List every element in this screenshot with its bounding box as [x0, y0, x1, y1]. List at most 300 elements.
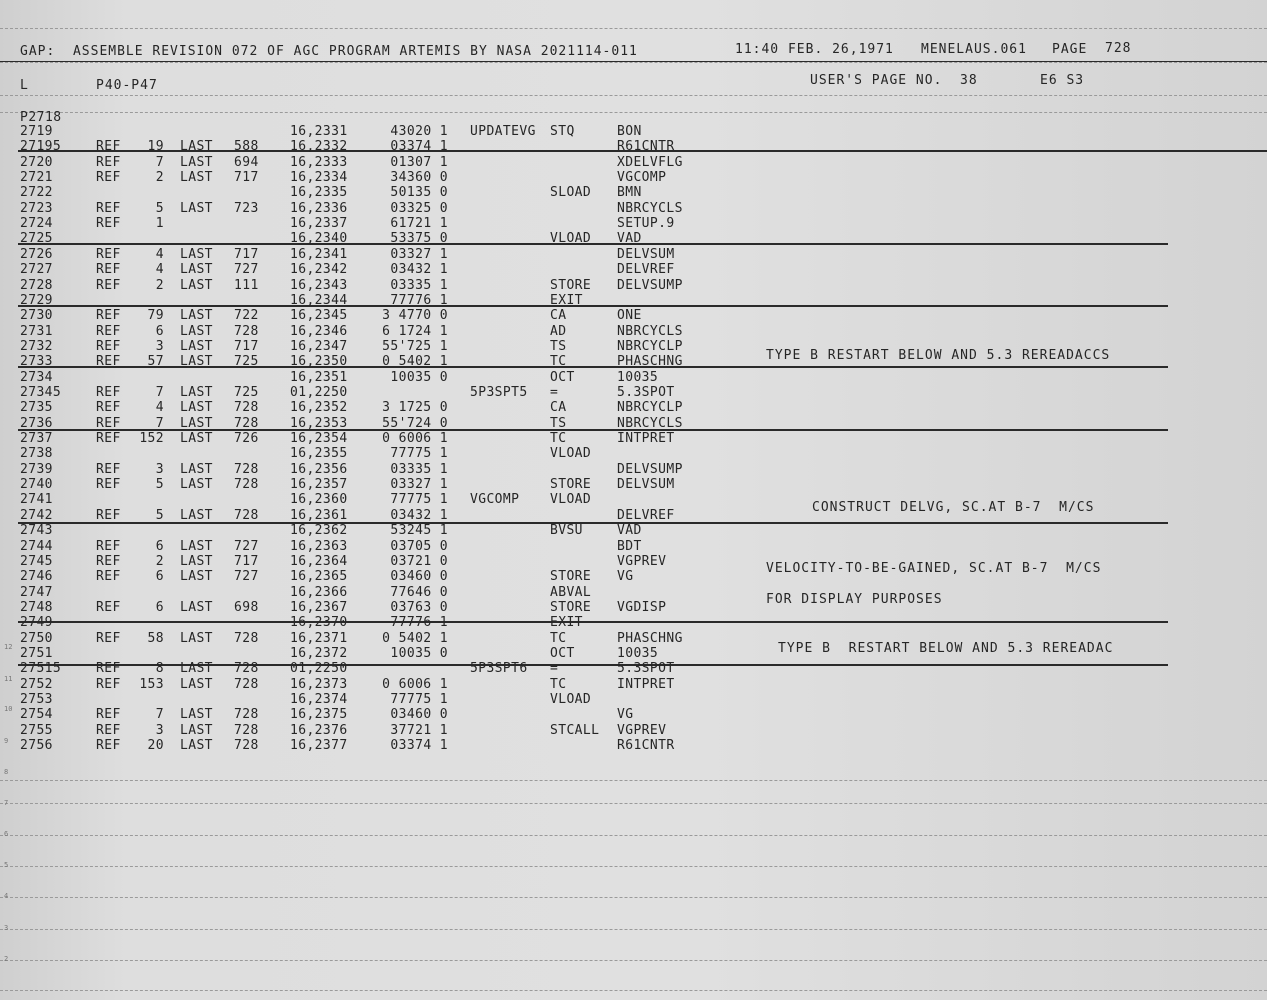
line-number: 2749 — [20, 615, 53, 631]
last-page: 728 — [234, 630, 259, 646]
listing-line — [0, 139, 1267, 154]
operand: VGCOMP — [617, 170, 667, 186]
ref-keyword: REF — [96, 722, 121, 738]
ref-count: 5 — [155, 477, 164, 493]
octal-value: 03705 0 — [390, 538, 448, 554]
listing-line — [0, 723, 1267, 738]
octal-value: 10035 0 — [390, 645, 448, 661]
address: 16,2354 — [290, 431, 348, 446]
section-name: P40-P47 — [96, 78, 158, 93]
margin-mark: 6 — [4, 830, 9, 838]
line-number: 2755 — [20, 722, 53, 738]
operand: DELVSUM — [617, 477, 675, 493]
address: 16,2352 — [290, 400, 348, 416]
line-number: 2724 — [20, 216, 53, 232]
page-rule — [0, 990, 1267, 991]
address: 16,2351 — [290, 369, 348, 385]
margin-mark: 11 — [4, 675, 13, 683]
octal-value: 53375 0 — [390, 231, 448, 247]
opcode: AD — [550, 323, 567, 339]
opcode: TS — [550, 338, 567, 354]
octal-value: 61721 1 — [390, 216, 448, 232]
listing-line — [0, 539, 1267, 554]
listing-line — [0, 416, 1267, 431]
header-rule — [0, 61, 1267, 62]
octal-value: 77646 0 — [390, 584, 448, 600]
listing-line — [0, 523, 1267, 538]
last-keyword: LAST — [180, 139, 213, 155]
last-keyword: LAST — [180, 154, 213, 170]
operand: NBRCYCLS — [617, 323, 683, 339]
margin-mark: 4 — [4, 892, 9, 900]
line-number: 2741 — [20, 492, 53, 508]
line-number: 2738 — [20, 446, 53, 462]
address: 16,2374 — [290, 691, 348, 707]
ref-count: 5 — [155, 200, 164, 216]
line-number: 2742 — [20, 507, 53, 523]
address: 16,2367 — [290, 599, 348, 615]
listing-comment: CONSTRUCT DELVG, SC.AT B-7 M/CS — [812, 499, 1095, 515]
last-keyword: LAST — [180, 538, 213, 554]
octal-value: 55'725 1 — [382, 338, 448, 354]
address: 16,2375 — [290, 707, 348, 723]
line-number: 2739 — [20, 461, 53, 477]
page-rule — [0, 960, 1267, 961]
ref-count: 6 — [155, 323, 164, 339]
ref-keyword: REF — [96, 338, 121, 354]
address: 16,2362 — [290, 523, 348, 539]
address: 16,2335 — [290, 185, 348, 201]
page-start-label: P2718 — [20, 110, 62, 125]
line-number: 2743 — [20, 523, 53, 539]
line-number: 2744 — [20, 538, 53, 554]
opcode: STORE — [550, 599, 592, 615]
address: 16,2350 — [290, 354, 348, 370]
ref-keyword: REF — [96, 384, 121, 400]
operand: PHASCHNG — [617, 354, 683, 370]
listing-line — [0, 400, 1267, 415]
opcode: SLOAD — [550, 185, 592, 201]
octal-value: 03460 0 — [390, 707, 448, 723]
ref-count: 7 — [155, 154, 164, 170]
ref-count: 57 — [147, 354, 164, 370]
operand: DELVSUMP — [617, 277, 683, 293]
ref-keyword: REF — [96, 323, 121, 339]
octal-value: 53245 1 — [390, 523, 448, 539]
opcode: TC — [550, 676, 567, 692]
address: 16,2357 — [290, 477, 348, 493]
last-page: 726 — [234, 431, 259, 446]
last-page: 694 — [234, 154, 259, 170]
margin-mark: 12 — [4, 643, 13, 651]
line-number: 2730 — [20, 308, 53, 324]
operand: XDELVFLG — [617, 154, 683, 170]
line-number: 2733 — [20, 354, 53, 370]
address: 16,2346 — [290, 323, 348, 339]
symbol-label: 5P3SPT6 — [470, 661, 528, 677]
line-number: 2751 — [20, 645, 53, 661]
listing-line — [0, 600, 1267, 615]
opcode: EXIT — [550, 292, 583, 308]
line-number: 2734 — [20, 369, 53, 385]
address: 16,2341 — [290, 246, 348, 262]
page-number: 728 — [1105, 41, 1132, 56]
last-keyword: LAST — [180, 262, 213, 278]
address: 16,2332 — [290, 139, 348, 155]
operand: VGPREV — [617, 553, 667, 569]
ref-keyword: REF — [96, 139, 121, 155]
opcode: CA — [550, 308, 567, 324]
octal-value: 03460 0 — [390, 569, 448, 585]
line-number: 2722 — [20, 185, 53, 201]
ref-keyword: REF — [96, 738, 121, 753]
ref-keyword: REF — [96, 400, 121, 416]
ref-keyword: REF — [96, 630, 121, 646]
octal-value: 50135 0 — [390, 185, 448, 201]
last-page: 728 — [234, 707, 259, 723]
octal-value: 03327 1 — [390, 246, 448, 262]
ref-count: 8 — [155, 661, 164, 677]
address: 16,2370 — [290, 615, 348, 631]
line-number: 2721 — [20, 170, 53, 186]
ref-count: 7 — [155, 707, 164, 723]
page-rule — [0, 62, 1267, 63]
last-keyword: LAST — [180, 507, 213, 523]
ref-count: 4 — [155, 246, 164, 262]
opcode: OCT — [550, 369, 575, 385]
line-number: 2735 — [20, 400, 53, 416]
ref-keyword: REF — [96, 538, 121, 554]
margin-mark: 5 — [4, 861, 9, 869]
octal-value: 77775 1 — [390, 492, 448, 508]
last-keyword: LAST — [180, 415, 213, 431]
last-keyword: LAST — [180, 630, 213, 646]
page-rule — [0, 897, 1267, 898]
opcode: TS — [550, 415, 567, 431]
last-page: 722 — [234, 308, 259, 324]
page-rule — [0, 780, 1267, 781]
line-number: 2736 — [20, 415, 53, 431]
octal-value: 10035 0 — [390, 369, 448, 385]
octal-value: 03374 1 — [390, 139, 448, 155]
last-keyword: LAST — [180, 323, 213, 339]
address: 16,2343 — [290, 277, 348, 293]
address: 16,2356 — [290, 461, 348, 477]
opcode: = — [550, 384, 559, 400]
line-number: 2756 — [20, 738, 53, 753]
address: 16,2342 — [290, 262, 348, 278]
ref-keyword: REF — [96, 661, 121, 677]
ref-count: 4 — [155, 262, 164, 278]
last-page: 728 — [234, 461, 259, 477]
operand: SETUP.9 — [617, 216, 675, 232]
address: 16,2377 — [290, 738, 348, 753]
opcode: VLOAD — [550, 446, 592, 462]
listing-line — [0, 477, 1267, 492]
ref-keyword: REF — [96, 246, 121, 262]
address: 16,2344 — [290, 292, 348, 308]
ref-count: 4 — [155, 400, 164, 416]
line-number: 2740 — [20, 477, 53, 493]
ref-keyword: REF — [96, 569, 121, 585]
opcode: CA — [550, 400, 567, 416]
page-rule — [0, 112, 1267, 113]
address: 16,2363 — [290, 538, 348, 554]
address: 16,2371 — [290, 630, 348, 646]
listing-comment: VELOCITY-TO-BE-GAINED, SC.AT B-7 M/CS — [766, 561, 1102, 577]
last-page: 728 — [234, 738, 259, 753]
last-keyword: LAST — [180, 661, 213, 677]
listing-line — [0, 431, 1267, 446]
address: 16,2336 — [290, 200, 348, 216]
last-keyword: LAST — [180, 200, 213, 216]
last-keyword: LAST — [180, 553, 213, 569]
octal-value: 43020 1 — [390, 124, 448, 139]
listing-line — [0, 231, 1267, 246]
listing-line — [0, 308, 1267, 323]
opcode: TC — [550, 354, 567, 370]
address: 16,2334 — [290, 170, 348, 186]
octal-value: 03721 0 — [390, 553, 448, 569]
address: 16,2361 — [290, 507, 348, 523]
opcode: BVSU — [550, 523, 583, 539]
operand: DELVREF — [617, 262, 675, 278]
line-number: 2725 — [20, 231, 53, 247]
octal-value: 01307 1 — [390, 154, 448, 170]
listing-comment: FOR DISPLAY PURPOSES — [766, 591, 943, 607]
listing-line — [0, 216, 1267, 231]
line-number: 27345 — [20, 384, 62, 400]
listing-line — [0, 247, 1267, 262]
octal-value: 03763 0 — [390, 599, 448, 615]
operand: INTPRET — [617, 676, 675, 692]
operand: DELVSUMP — [617, 461, 683, 477]
address: 01,2250 — [290, 661, 348, 677]
ref-keyword: REF — [96, 200, 121, 216]
symbol-label: 5P3SPT5 — [470, 384, 528, 400]
octal-value: 03432 1 — [390, 262, 448, 278]
last-page: 728 — [234, 507, 259, 523]
last-keyword: LAST — [180, 384, 213, 400]
operand: DELVREF — [617, 507, 675, 523]
margin-mark: 2 — [4, 955, 9, 963]
opcode: TC — [550, 630, 567, 646]
ref-keyword: REF — [96, 599, 121, 615]
ref-keyword: REF — [96, 431, 121, 446]
last-keyword: LAST — [180, 599, 213, 615]
listing-line — [0, 585, 1267, 600]
symbol-label: VGCOMP — [470, 492, 520, 508]
last-page: 698 — [234, 599, 259, 615]
listing-comment: TYPE B RESTART BELOW AND 5.3 REREADAC — [778, 640, 1114, 656]
ref-count: 3 — [155, 338, 164, 354]
listing-line — [0, 293, 1267, 308]
octal-value: 03325 0 — [390, 200, 448, 216]
ref-keyword: REF — [96, 216, 121, 232]
ref-keyword: REF — [96, 507, 121, 523]
line-number: 2745 — [20, 553, 53, 569]
listing-line — [0, 155, 1267, 170]
last-keyword: LAST — [180, 170, 213, 186]
ref-count: 5 — [155, 507, 164, 523]
operand: VAD — [617, 231, 642, 247]
listing-line — [0, 661, 1267, 676]
address: 16,2340 — [290, 231, 348, 247]
ref-keyword: REF — [96, 154, 121, 170]
octal-value: 03327 1 — [390, 477, 448, 493]
margin-mark: 9 — [4, 737, 9, 745]
ref-keyword: REF — [96, 707, 121, 723]
octal-value: 77776 1 — [390, 615, 448, 631]
opcode: OCT — [550, 645, 575, 661]
octal-value: 03432 1 — [390, 507, 448, 523]
operand: BON — [617, 124, 642, 139]
listing-marker: L — [20, 78, 29, 93]
user-page-number: USER'S PAGE NO. 38 — [810, 73, 978, 88]
assembly-title: GAP: ASSEMBLE REVISION 072 OF AGC PROGRAM ARTEMIS BY NASA 2021114-011 — [20, 44, 638, 59]
last-page: 727 — [234, 569, 259, 585]
operand: 10035 — [617, 369, 659, 385]
operand: ONE — [617, 308, 642, 324]
last-keyword: LAST — [180, 461, 213, 477]
opcode: EXIT — [550, 615, 583, 631]
opcode: STCALL — [550, 722, 600, 738]
ref-count: 3 — [155, 461, 164, 477]
listing-line — [0, 446, 1267, 461]
line-number: 2747 — [20, 584, 53, 600]
address: 16,2364 — [290, 553, 348, 569]
ref-keyword: REF — [96, 676, 121, 692]
operand: INTPRET — [617, 431, 675, 446]
last-page: 727 — [234, 262, 259, 278]
last-page: 723 — [234, 200, 259, 216]
octal-value: 55'724 0 — [382, 415, 448, 431]
operand: DELVSUM — [617, 246, 675, 262]
last-keyword: LAST — [180, 354, 213, 370]
line-number: 2728 — [20, 277, 53, 293]
last-page: 725 — [234, 384, 259, 400]
listing-line — [0, 324, 1267, 339]
ref-keyword: REF — [96, 170, 121, 186]
ref-keyword: REF — [96, 277, 121, 293]
last-keyword: LAST — [180, 277, 213, 293]
address: 16,2353 — [290, 415, 348, 431]
page-rule — [0, 929, 1267, 930]
ref-count: 6 — [155, 538, 164, 554]
operand: NBRCYCLP — [617, 400, 683, 416]
last-keyword: LAST — [180, 477, 213, 493]
listing-line — [0, 262, 1267, 277]
last-keyword: LAST — [180, 707, 213, 723]
page-rule — [0, 835, 1267, 836]
line-number: 27195 — [20, 139, 62, 155]
page-rule — [0, 28, 1267, 29]
octal-value: 03335 1 — [390, 277, 448, 293]
last-keyword: LAST — [180, 676, 213, 692]
line-number: 2723 — [20, 200, 53, 216]
line-number: 2732 — [20, 338, 53, 354]
line-number: 2727 — [20, 262, 53, 278]
address: 16,2360 — [290, 492, 348, 508]
ref-keyword: REF — [96, 354, 121, 370]
last-page: 717 — [234, 170, 259, 186]
line-number: 2726 — [20, 246, 53, 262]
operand: VG — [617, 707, 634, 723]
margin-mark: 7 — [4, 799, 9, 807]
last-keyword: LAST — [180, 246, 213, 262]
listing-line — [0, 738, 1267, 753]
last-page: 728 — [234, 415, 259, 431]
listing-comment: TYPE B RESTART BELOW AND 5.3 REREADACCS — [766, 348, 1111, 364]
last-page: 727 — [234, 538, 259, 554]
last-keyword: LAST — [180, 569, 213, 585]
last-keyword: LAST — [180, 338, 213, 354]
ref-count: 6 — [155, 599, 164, 615]
operand: VGDISP — [617, 599, 667, 615]
ref-keyword: REF — [96, 308, 121, 324]
line-number: 2719 — [20, 124, 53, 139]
opcode: STORE — [550, 277, 592, 293]
listing-line — [0, 615, 1267, 630]
ref-count: 7 — [155, 415, 164, 431]
page-label: PAGE — [1052, 42, 1088, 57]
opcode: STORE — [550, 569, 592, 585]
ref-count: 6 — [155, 569, 164, 585]
opcode: TC — [550, 431, 567, 446]
ref-count: 1 — [155, 216, 164, 232]
last-page: 717 — [234, 553, 259, 569]
octal-value: 03374 1 — [390, 738, 448, 753]
listing-line — [0, 692, 1267, 707]
ref-count: 2 — [155, 170, 164, 186]
octal-value: 77775 1 — [390, 691, 448, 707]
octal-value: 0 6006 1 — [382, 431, 448, 446]
page-rule — [0, 803, 1267, 804]
ref-count: 58 — [147, 630, 164, 646]
octal-value: 03335 1 — [390, 461, 448, 477]
line-number: 2746 — [20, 569, 53, 585]
operand: VG — [617, 569, 634, 585]
operand: NBRCYCLS — [617, 200, 683, 216]
octal-value: 3 1725 0 — [382, 400, 448, 416]
listing-line — [0, 370, 1267, 385]
last-page: 728 — [234, 400, 259, 416]
listing-line — [0, 185, 1267, 200]
opcode: VLOAD — [550, 231, 592, 247]
ref-keyword: REF — [96, 553, 121, 569]
last-page: 728 — [234, 323, 259, 339]
octal-value: 0 5402 1 — [382, 354, 448, 370]
operand: 5.3SPOT — [617, 384, 675, 400]
page-rule — [0, 866, 1267, 867]
last-keyword: LAST — [180, 308, 213, 324]
address: 16,2345 — [290, 308, 348, 324]
line-number: 27515 — [20, 661, 62, 677]
address: 16,2372 — [290, 645, 348, 661]
ref-count: 19 — [147, 139, 164, 155]
last-keyword: LAST — [180, 738, 213, 753]
ref-keyword: REF — [96, 262, 121, 278]
operand: NBRCYCLP — [617, 338, 683, 354]
last-page: 588 — [234, 139, 259, 155]
line-number: 2720 — [20, 154, 53, 170]
line-number: 2753 — [20, 691, 53, 707]
assembly-user: MENELAUS.061 — [921, 42, 1027, 57]
line-number: 2754 — [20, 707, 53, 723]
listing-line — [0, 124, 1267, 139]
last-page: 725 — [234, 354, 259, 370]
line-number: 2729 — [20, 292, 53, 308]
